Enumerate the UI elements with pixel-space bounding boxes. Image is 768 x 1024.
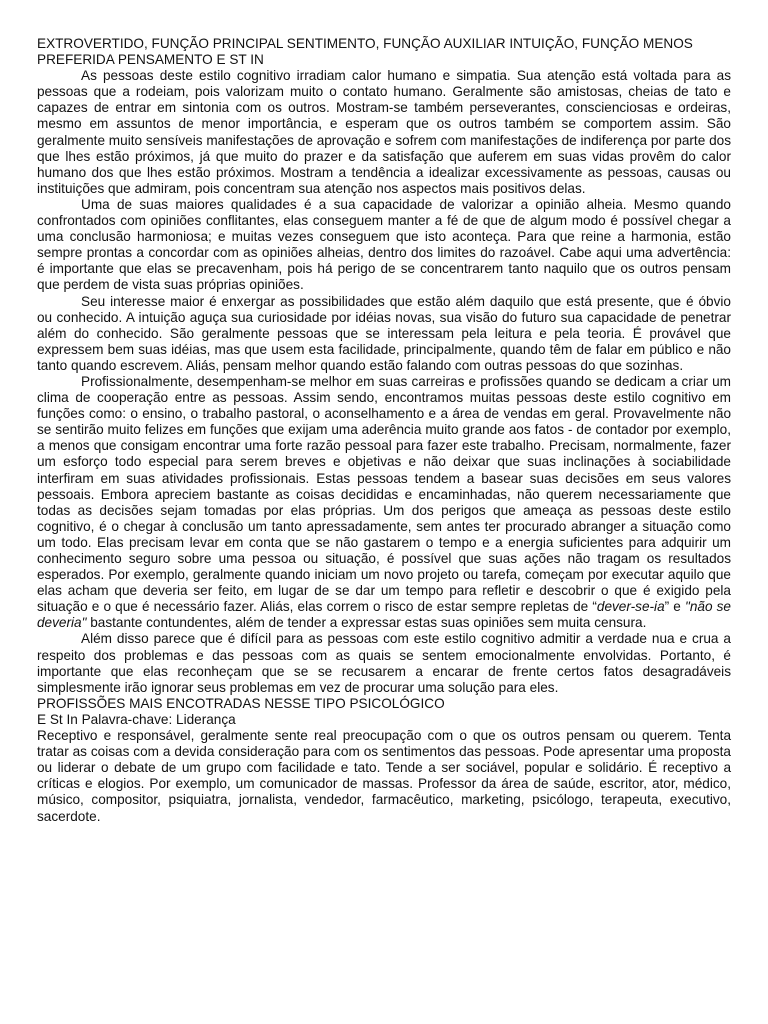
quote-dever-se-ia: dever-se-ia [596,599,665,615]
professions-heading: PROFISSÕES MAIS ENCOTRADAS NESSE TIPO PSICOLÓGICO [37,695,445,711]
summary-paragraph: Receptivo e responsável, geralmente sente real preocupação com o que os outros pensam ou querem. Tenta tratar as coisas com a devida consideração para com os sentimentos das pessoas. Pode apresentar uma proposta ou liderar o debate de um grupo com facilidade e tato. Tende a ser sociável, popular e solidário. É receptivo a críticas e elogios. Por exemplo, um comunicador de massas. Professor da área de saúde, escritor, ator, médico, músico, compositor, psiquiatra, jornalista, vendedor, farmacêutico, marketing, psicólogo, terapeuta, executivo, sacerdote. [37,728,731,824]
paragraph-qualities: Uma de suas maiores qualidades é a sua capacidade de valorizar a opinião alheia. Mesmo quando confrontados com opiniões conflitantes, elas conseguem manter a fé de que de algum modo é possível chegar a uma conclusão harmoniosa; e muitas vezes conseguem que isto aconteça. Para que reine a harmonia, estão sempre prontas a concordar com as opiniões alheias, dentro dos limites do razoável. Cabe aqui uma advertência: é importante que elas se precavenham, pois há perigo de se concentrarem tanto naquilo que os outros pensam que perdem de vista suas próprias opiniões. [37,196,731,293]
paragraph-professional [37,374,731,632]
paragraph-interest: Seu interesse maior é enxergar as possibilidades que estão além daquilo que está presente, que é óbvio ou conhecido. A intuição aguça sua curiosidade por idéias novas, sua visão do futuro sua capacidade de penetrar além do conhecido. São geralmente pessoas que se interessam pela leitura e pela teoria. É provável que expressem bem suas idéias, mas que usem esta facilidade, principalmente, quando têm de falar em público e não tanto quando escrevem. Aliás, pensam melhor quando estão falando com outras pessoas do que sozinhas. [37,293,731,373]
keyword-line: E St In Palavra-chave: Liderança [37,711,236,727]
paragraph-professional-text: Profissionalmente, desempenham-se melhor em suas carreiras e profissões quando se dedicam a criar um clima de cooperação entre as pessoas. Assim sendo, encontramos muitas pessoas deste estilo cognitivo em funções como: o ensino, o trabalho pastoral, o aconselhamento e a área de vendas em geral. Provavelmente não se sentirão muito felizes em funções que exijam uma aderência muito grande aos fatos - de contador por exemplo, a menos que consigam encontrar uma forte razão pessoal para fazer este trabalho. Precisam, normalmente, fazer um esforço todo especial para serem breves e objetivas e não deixar que suas inclinações à sociabilidade interfiram em suas atividades profissionais. Estas pessoas tendem a basear suas decisões em seus valores pessoais. Embora apreciem bastante as coisas decididas e encaminhadas, não querem necessariamente que todas as decisões sejam tomadas por elas próprias. Um dos perigos que ameaça as pessoas deste estilo cognitivo, é o chegar à conclusão um tanto apressadamente, sem antes ter procurado abranger a situação como um todo. Elas precisam levar em conta que se não gastarem o tempo e a energia suficientes para adquirir um conhecimento seguro sobre uma pessoa ou situação, é possível que suas ações não tragam os resultados esperados. Por exemplo, geralmente quando iniciam um novo projeto ou tarefa, começam por executar aquilo que elas acham que deveria ser feito, em lugar de se dar um tempo para refletir e descobrir o que é exigido pela situação e o que é necessário fazer. Aliás, elas correm o risco de estar sempre repletas de “ [37,373,731,615]
paragraph-professional-connector: ” e [664,599,685,615]
paragraph-truth: Além disso parece que é difícil para as pessoas com este estilo cognitivo admitir a verdade nua e crua a respeito dos problemas e das pessoas com as quais se sentem emocionalmente envolvidas. Portanto, é importante que elas reconheçam que se se recusarem a encarar de frente certos fatos desagradáveis simplesmente irão ignorar seus problemas em vez de procurar uma solução para eles. [37,631,731,695]
quote-nao-se-deveria: "não se deveria" [37,599,731,631]
paragraph-professional-end: bastante contundentes, além de tender a expressar estas suas opiniões sem muita censura. [86,615,647,631]
paragraph-intro: As pessoas deste estilo cognitivo irradiam calor humano e simpatia. Sua atenção está voltada para as pessoas que a rodeiam, pois valorizam muito o contato humano. Geralmente são amistosas, cheias de tato e capazes de entrar em sintonia com os outros. Mostram-se também perseverantes, conscienciosas e ordeiras, mesmo em assuntos de menor importância, e esperam que os outros também se comportem assim. São geralmente muito sensíveis manifestações de aprovação e sofrem com manifestações de indiferença por parte dos que lhes estão próximos, já que muito do prazer e da satisfação que auferem em suas vidas provêm do calor humano dos que lhes estão próximos. Mostram a tendência a idealizar excessivamente as pessoas, causas ou instituições que admiram, pois concentram sua atenção nos aspectos mais positivos delas. [37,68,731,196]
document-title: EXTROVERTIDO, FUNÇÃO PRINCIPAL SENTIMENTO, FUNÇÃO AUXILIAR INTUIÇÃO, FUNÇÃO MENOS PREFERIDA PENSAMENTO E ST IN [37,36,693,68]
